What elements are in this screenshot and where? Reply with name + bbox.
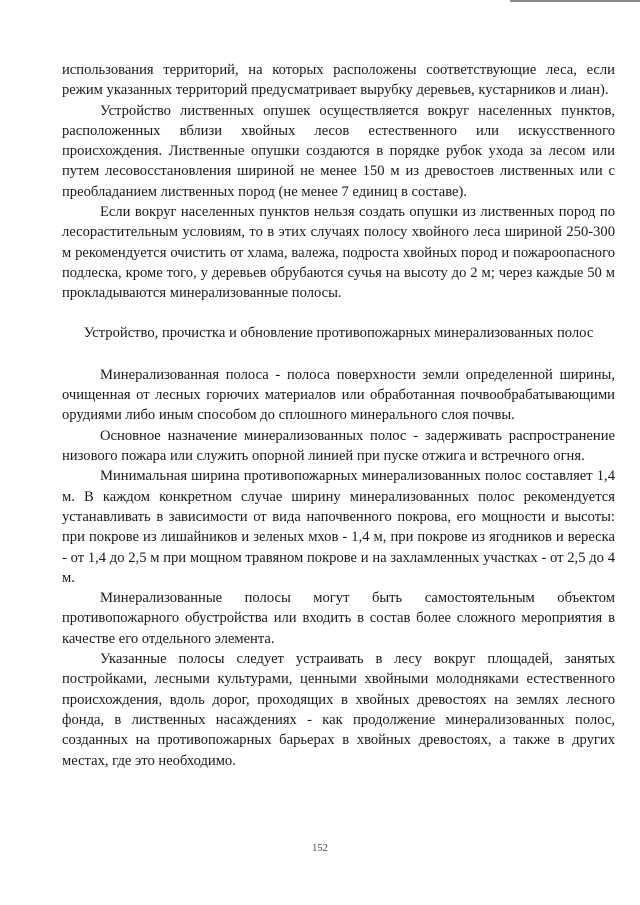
paragraph-continuation: использования территорий, на которых расположены соответствующие леса, если режим указанных территорий предусматривает вырубку деревьев, кустарников и лиан). (62, 62, 615, 99)
paragraph-placement: Указанные полосы следует устраивать в лесу вокруг площадей, занятых постройками, лесными культурами, ценными хвойными молодняками естественного происхождения, вдоль дорог, проходящих в хвойных древостоях на землях лесного фонда, в лиственных насаждениях - как продолжение минерализованных полос, созданных на противопожарных барьерах в хвойных древостоях, а также в других местах, где это необходимо. (62, 651, 615, 769)
section-heading: Устройство, прочистка и обновление противопожарных минерализованных полос (83, 324, 594, 341)
paragraph-standalone-object: Минерализованные полосы могут быть самостоятельным объектом противопожарного обустройства или входить в состав более сложного мероприятия в качестве его отдельного элемента. (62, 590, 615, 647)
paragraph-purpose: Основное назначение минерализованных полос - задерживать распространение низового пожара или служить опорной линией при пуске отжига и встречного огня. (62, 427, 615, 465)
paragraph-deciduous-edges: Устройство лиственных опушек осуществляется вокруг населенных пунктов, расположенных вблизи хвойных лесов естественного или искусственного происхождения. Лиственные опушки создаются в порядке рубок ухода за лесом или путем лесовосстановления шириной не менее 150 м из древостоев лиственных или с преобладанием лиственных пород (не менее 7 единиц в составе). (62, 102, 615, 200)
top-edge-rule (510, 0, 640, 2)
paragraph-min-width: Минимальная ширина противопожарных минерализованных полос составляет 1,4 м. В каждом конкретном случае ширину минерализованных полос рекомендуется устанавливать в зависимости от вида напочвенного покрова, его мощности и высоты: при покрове из лишайников и зеленых мхов - 1,4 м, при покрове из ягодников и вереска - от 1,4 до 2,5 м при мощном травяном покрове и на захламленных участках - от 2,5 до 4 м. (62, 468, 615, 586)
page-body (62, 60, 615, 771)
page-number: 152 (312, 843, 328, 854)
paragraph-conifer-strip: Если вокруг населенных пунктов нельзя создать опушки из лиственных пород по лесорастительным условиям, то в этих случаях полосу хвойного леса шириной 250-300 м рекомендуется очистить от хлама, валежа, подроста хвойных пород и пожароопасного подлеска, кроме того, у деревьев обрубаются сучья на высоту до 2 м; через каждые 50 м прокладываются минерализованные полосы. (62, 204, 615, 302)
paragraph-definition: Минерализованная полоса - полоса поверхности земли определенной ширины, очищенная от лесных горючих материалов или обработанная почвообрабатывающими орудиями либо иным способом до сплошного минерального слоя почвы. (62, 366, 615, 424)
